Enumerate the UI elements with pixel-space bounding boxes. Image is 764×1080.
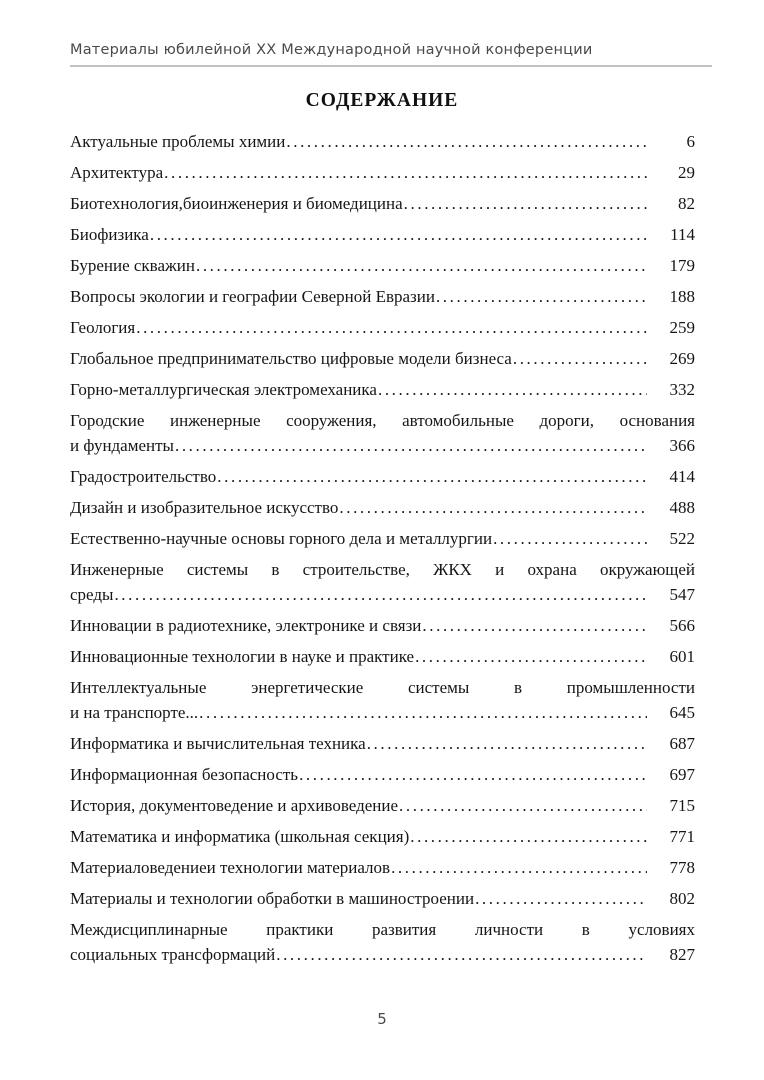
toc-entry-text: Инновационные технологии в науке и практике [70, 647, 415, 666]
dot-leader [339, 495, 647, 520]
toc-entry-row [70, 613, 695, 638]
toc-entry-text: социальных трансформаций [70, 945, 276, 964]
toc-entry-row [70, 731, 695, 756]
dot-leader [367, 731, 647, 756]
toc-entry-row [70, 464, 695, 489]
toc-entry-text: Актуальные проблемы химии [70, 132, 286, 151]
dot-leader [175, 433, 647, 458]
toc-entry [70, 557, 695, 607]
toc-entry-row [70, 886, 695, 911]
toc-entry [70, 408, 695, 458]
toc-entry [70, 613, 695, 638]
toc-page-number: 778 [669, 858, 695, 877]
toc-entry-row [70, 253, 695, 278]
toc-entry-text: среды [70, 585, 114, 604]
page-number: 5 [377, 1010, 387, 1028]
dot-leader [136, 315, 647, 340]
dot-leader [410, 824, 647, 849]
toc-entry-text: История, документоведение и архивоведение [70, 796, 399, 815]
dot-leader [404, 191, 647, 216]
toc-entry-row [70, 315, 695, 340]
dot-leader [276, 942, 647, 967]
dot-leader [217, 464, 647, 489]
toc-entry [70, 495, 695, 520]
toc-entry-row [70, 129, 695, 154]
toc-entry [70, 253, 695, 278]
toc-entry-row [70, 762, 695, 787]
toc-page-number: 259 [669, 318, 695, 337]
toc-entry-text: Архитектура [70, 163, 164, 182]
toc-entry-row [70, 222, 695, 247]
dot-leader [196, 253, 647, 278]
toc-page-number: 488 [669, 498, 695, 517]
toc-entry-text: Материаловедениеи технологии материалов [70, 858, 391, 877]
toc-page-number: 697 [669, 765, 695, 784]
toc-entry-row [70, 644, 695, 669]
toc-entry [70, 793, 695, 818]
toc-entry [70, 917, 695, 967]
dot-leader [114, 582, 647, 607]
toc-entry-text: Интеллектуальные энергетические системы в промышленности [70, 678, 695, 697]
toc-page-number: 687 [669, 734, 695, 753]
toc-list [70, 129, 695, 973]
toc-page-number: 802 [669, 889, 695, 908]
toc-page-number: 522 [669, 529, 695, 548]
toc-page-number: 179 [669, 256, 695, 275]
toc-page-number: 827 [669, 945, 695, 964]
toc-page-number: 566 [669, 616, 695, 635]
toc-page-number: 414 [669, 467, 695, 486]
dot-leader [436, 284, 647, 309]
toc-entry-text: и фундаменты [70, 436, 174, 455]
toc-entry [70, 731, 695, 756]
toc-entry-text: Информационная безопасность [70, 765, 299, 784]
toc-entry-row [70, 284, 695, 309]
toc-entry [70, 675, 695, 725]
toc-entry-text: Естественно-научные основы горного дела и металлургии [70, 529, 493, 548]
toc-entry-text: Математика и информатика (школьная секция) [70, 827, 410, 846]
dot-leader [422, 613, 647, 638]
toc-entry [70, 762, 695, 787]
toc-entry-row [70, 700, 695, 725]
dot-leader [286, 129, 647, 154]
toc-page-number: 366 [669, 436, 695, 455]
dot-leader [415, 644, 647, 669]
toc-entry-row [70, 346, 695, 371]
toc-entry-text: Инженерные системы в строительстве, ЖКХ и охрана окружающей [70, 560, 695, 579]
toc-entry [70, 886, 695, 911]
toc-page-number: 6 [686, 132, 695, 151]
toc-entry-row [70, 433, 695, 458]
toc-entry [70, 824, 695, 849]
dot-leader [493, 526, 647, 551]
toc-entry-text: Междисциплинарные практики развития личности в условиях [70, 920, 695, 939]
toc-entry-row [70, 191, 695, 216]
toc-entry [70, 129, 695, 154]
toc-entry-text: Информатика и вычислительная техника [70, 734, 366, 753]
toc-entry-row [70, 824, 695, 849]
dot-leader [378, 377, 647, 402]
toc-page-number: 29 [678, 163, 695, 182]
toc-entry-text: Инновации в радиотехнике, электронике и связи [70, 616, 422, 635]
toc-entry-row [70, 793, 695, 818]
toc-entry [70, 377, 695, 402]
toc-entry [70, 464, 695, 489]
toc-entry [70, 222, 695, 247]
toc-page-number: 645 [669, 703, 695, 722]
toc-page-number: 269 [669, 349, 695, 368]
dot-leader [299, 762, 647, 787]
toc-page-number: 547 [669, 585, 695, 604]
toc-entry-row [70, 855, 695, 880]
toc-entry [70, 855, 695, 880]
toc-entry-row [70, 942, 695, 967]
dot-leader [399, 793, 647, 818]
toc-page-number: 188 [669, 287, 695, 306]
toc-entry-text: и на транспорте... [70, 703, 199, 722]
toc-entry-row [70, 160, 695, 185]
toc-page-number: 332 [669, 380, 695, 399]
toc-entry-text: Биотехнология,биоинженерия и биомедицина [70, 194, 403, 213]
dot-leader [199, 700, 647, 725]
toc-entry [70, 160, 695, 185]
toc-entry-text: Бурение скважин [70, 256, 195, 275]
toc-entry-row [70, 582, 695, 607]
page-title: СОДЕРЖАНИЕ [305, 90, 459, 111]
dot-leader [150, 222, 647, 247]
toc-entry-text: Городские инженерные сооружения, автомобильные дороги, основания [70, 411, 695, 430]
running-header: Материалы юбилейной XX Международной научной конференции [70, 42, 712, 67]
toc-entry-text: Материалы и технологии обработки в машиностроении [70, 889, 475, 908]
toc-entry-text: Геология [70, 318, 136, 337]
toc-entry-row [70, 526, 695, 551]
toc-entry-text: Дизайн и изобразительное искусство [70, 498, 339, 517]
toc-entry [70, 284, 695, 309]
toc-entry-text: Глобальное предпринимательство цифровые модели бизнеса [70, 349, 512, 368]
dot-leader [475, 886, 647, 911]
toc-entry [70, 526, 695, 551]
toc-entry [70, 315, 695, 340]
toc-page-number: 114 [670, 225, 695, 244]
toc-page-number: 82 [678, 194, 695, 213]
toc-page-number: 601 [669, 647, 695, 666]
toc-entry-text: Биофизика [70, 225, 149, 244]
toc-entry [70, 346, 695, 371]
dot-leader [164, 160, 647, 185]
toc-entry [70, 644, 695, 669]
toc-page-number: 771 [669, 827, 695, 846]
toc-page-number: 715 [669, 796, 695, 815]
toc-entry-row [70, 377, 695, 402]
toc-entry-text: Градостроительство [70, 467, 217, 486]
toc-entry-text: Горно-металлургическая электромеханика [70, 380, 377, 399]
toc-entry-text: Вопросы экологии и географии Северной Евразии [70, 287, 435, 306]
dot-leader [513, 346, 647, 371]
toc-entry [70, 191, 695, 216]
toc-entry-row [70, 495, 695, 520]
dot-leader [391, 855, 647, 880]
